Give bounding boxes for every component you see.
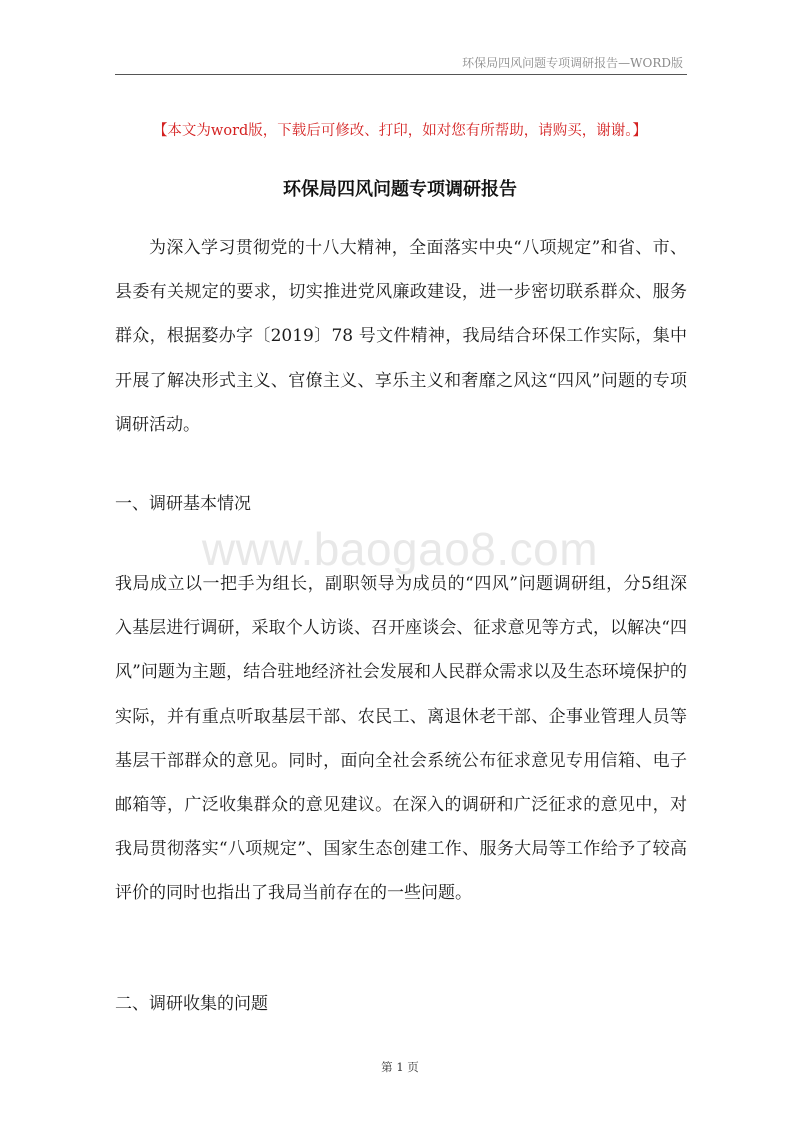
download-notice: 【本文为word版，下载后可修改、打印，如对您有所帮助，请购买，谢谢。】 <box>152 123 648 139</box>
page-number: 第 1 页 <box>381 1060 419 1074</box>
header-divider <box>115 74 687 75</box>
intro-paragraph: 为深入学习贯彻党的十八大精神，全面落实中央“八项规定”和省、市、县委有关规定的要求，切实推进党风廉政建设，进一步密切联系群众、服务群众，根据婺办字〔2019〕78 号文件精神，我局结合环保工作实际，集中开展了解决形式主义、官僚主义、享乐主义和奢靡之风这“四风”问题的专项调研活动。 <box>115 238 687 435</box>
section-one-paragraph: 我局成立以一把手为组长，副职领导为成员的“四风”问题调研组，分5组深入基层进行调研，采取个人访谈、召开座谈会、征求意见等方式，以解决“四风”问题为主题，结合驻地经济社会发展和人民群众需求以及生态环境保护的实际，并有重点听取基层干部、农民工、离退休老干部、企事业管理人员等基层干部群众的意见。同时，面向全社会系统公布征求意见专用信箱、电子邮箱等，广泛收集群众的意见建议。在深入的调研和广泛征求的意见中，对我局贯彻落实“八项规定”、国家生态创建工作、服务大局等工作给予了较高评价的同时也指出了我局当前存在的一些问题。 <box>115 574 687 904</box>
section-one-heading: 一、调研基本情况 <box>115 494 251 514</box>
section-two-heading: 二、调研收集的问题 <box>115 994 268 1014</box>
running-header: 环保局四风问题专项调研报告—WORD版 <box>462 56 683 70</box>
watermark: www.baogao8.com <box>201 523 599 575</box>
document-title: 环保局四风问题专项调研报告 <box>283 179 517 200</box>
